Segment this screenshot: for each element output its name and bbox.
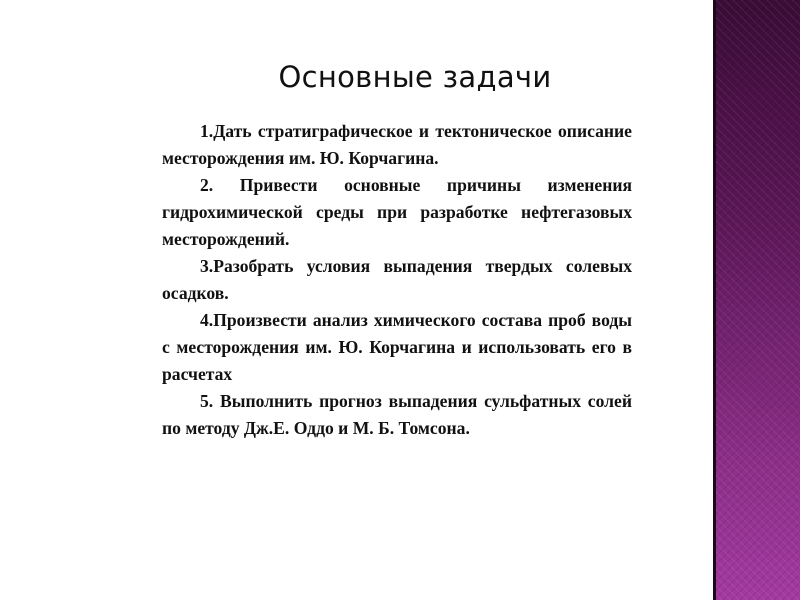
- slide-title: Основные задачи: [278, 60, 552, 94]
- task-item-2: 2. Привести основные причины изменения гидрохимической среды при разработке нефтегазовых месторождений.: [162, 175, 632, 249]
- decorative-side-panel: [713, 0, 800, 600]
- task-item-4: 4.Произвести анализ химического состава проб воды с месторождения им. Ю. Корчагина и использовать его в расчетах: [162, 310, 632, 384]
- task-item-1: 1.Дать стратиграфическое и тектоническое описание месторождения им. Ю. Корчагина.: [162, 121, 632, 168]
- task-item-5: 5. Выполнить прогноз выпадения сульфатных солей по методу Дж.Е. Оддо и М. Б. Томсона.: [162, 391, 632, 438]
- task-list: [162, 118, 632, 442]
- task-item-3: 3.Разобрать условия выпадения твердых солевых осадков.: [162, 256, 632, 303]
- side-panel-divider: [713, 0, 716, 600]
